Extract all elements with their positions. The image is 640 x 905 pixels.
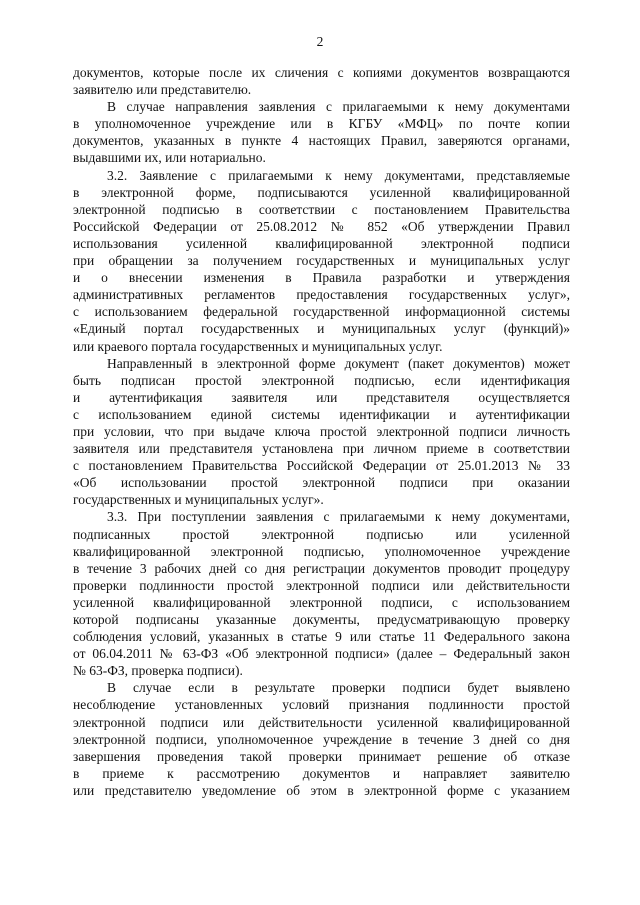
text-line: в приеме к рассмотрению документов и направляет заявителю — [73, 765, 570, 781]
text-line: которой подписаны указанные документы, предусматривающую проверку — [73, 612, 570, 627]
text-line: завершения проведения такой проверки принимает решение об отказе — [73, 748, 570, 764]
text-line: при обращении за получением государственных и муниципальных услуг — [73, 253, 570, 269]
text-line: электронной подписью в соответствии с постановлением Правительства — [73, 201, 570, 217]
text-line: использования усиленной квалифицированной электронной подписи — [73, 235, 570, 251]
text-line: № 63-ФЗ, проверка подписи). — [73, 663, 243, 679]
text-line: Российской Федерации от 25.08.2012 № 852 «Об утверждении Правил — [73, 218, 570, 234]
paragraph — [73, 508, 570, 679]
text-line: несоблюдение установленных условий признания подлинности простой — [73, 697, 570, 713]
paragraph — [73, 167, 570, 355]
text-line: выдавшими их, или нотариально. — [73, 150, 266, 166]
text-line: заявителя или представителя установлена при личном приеме в соответствии — [73, 441, 570, 457]
text-line: документов, указанных в пункте 4 настоящих Правил, заверяются органами, — [73, 133, 570, 149]
paragraph — [73, 679, 570, 799]
text-line: В случае если в результате проверки подписи будет выявлено — [107, 680, 570, 696]
text-line: с использованием единой системы идентификации и аутентификации — [73, 406, 570, 422]
page-number: 2 — [316, 34, 324, 49]
text-line: быть подписан простой электронной подписью, если идентификация — [73, 372, 570, 388]
text-line: и о внесении изменения в Правила разработки и утверждения — [73, 270, 570, 286]
text-line: при условии, что при выдаче ключа простой электронной подписи личность — [73, 423, 570, 439]
text-line: соблюдения условий, указанных в статье 9 или статье 11 Федерального закона — [73, 629, 570, 645]
text-line: подписанных простой электронной подписью или усиленной — [73, 526, 570, 542]
text-line: от 06.04.2011 № 63-ФЗ «Об электронной подписи» (далее – Федеральный закон — [73, 646, 570, 662]
text-line: «Единый портал государственных и муниципальных услуг (функций)» — [73, 321, 570, 337]
text-line: в течение 3 рабочих дней со дня регистрации документов проводит процедуру — [73, 560, 570, 576]
text-line: и аутентификация заявителя или представителя осуществляется — [73, 389, 570, 405]
text-line: 3.3. При поступлении заявления с прилагаемыми к нему документами, — [107, 509, 570, 525]
paragraph — [73, 355, 570, 509]
text-line: 3.2. Заявление с прилагаемыми к нему документами, представляемые — [107, 167, 570, 183]
text-line: электронной подписи или действительности усиленной квалифицированной — [73, 714, 570, 730]
text-line: электронной подписи, уполномоченное учреждение в течение 3 дней со дня — [73, 731, 570, 747]
text-line: или представителю уведомление об этом в электронной форме с указанием — [73, 782, 570, 798]
paragraph — [73, 64, 570, 98]
document-body — [73, 64, 570, 799]
text-line: документов, которые после их сличения с копиями документов возвращаются — [73, 65, 570, 80]
text-line: «Об использовании простой электронной подписи при оказании — [73, 475, 570, 491]
text-line: административных регламентов предоставления государственных услуг», — [73, 287, 570, 303]
text-line: проверки подлинности простой электронной подписи или действительности — [73, 577, 570, 593]
text-line: в уполномоченное учреждение или в КГБУ «МФЦ» по почте копии — [73, 116, 570, 132]
text-line: с постановлением Правительства Российской Федерации от 25.01.2013 № 33 — [73, 458, 570, 474]
text-line: или краевого портала государственных и муниципальных услуг. — [73, 338, 443, 354]
text-line: заявителю или представителю. — [73, 82, 252, 98]
text-line: государственных и муниципальных услуг». — [73, 492, 324, 508]
text-line: квалифицированной электронной подписью, уполномоченное учреждение — [73, 543, 570, 559]
text-line: В случае направления заявления с прилагаемыми к нему документами — [107, 99, 570, 115]
paragraph — [73, 98, 570, 166]
text-line: в электронной форме, подписываются усиленной квалифицированной — [73, 184, 570, 200]
text-line: усиленной квалифицированной электронной подписи, с использованием — [73, 594, 570, 610]
text-line: Направленный в электронной форме документ (пакет документов) может — [107, 355, 570, 371]
text-line: с использованием федеральной государственной информационной системы — [73, 304, 570, 320]
